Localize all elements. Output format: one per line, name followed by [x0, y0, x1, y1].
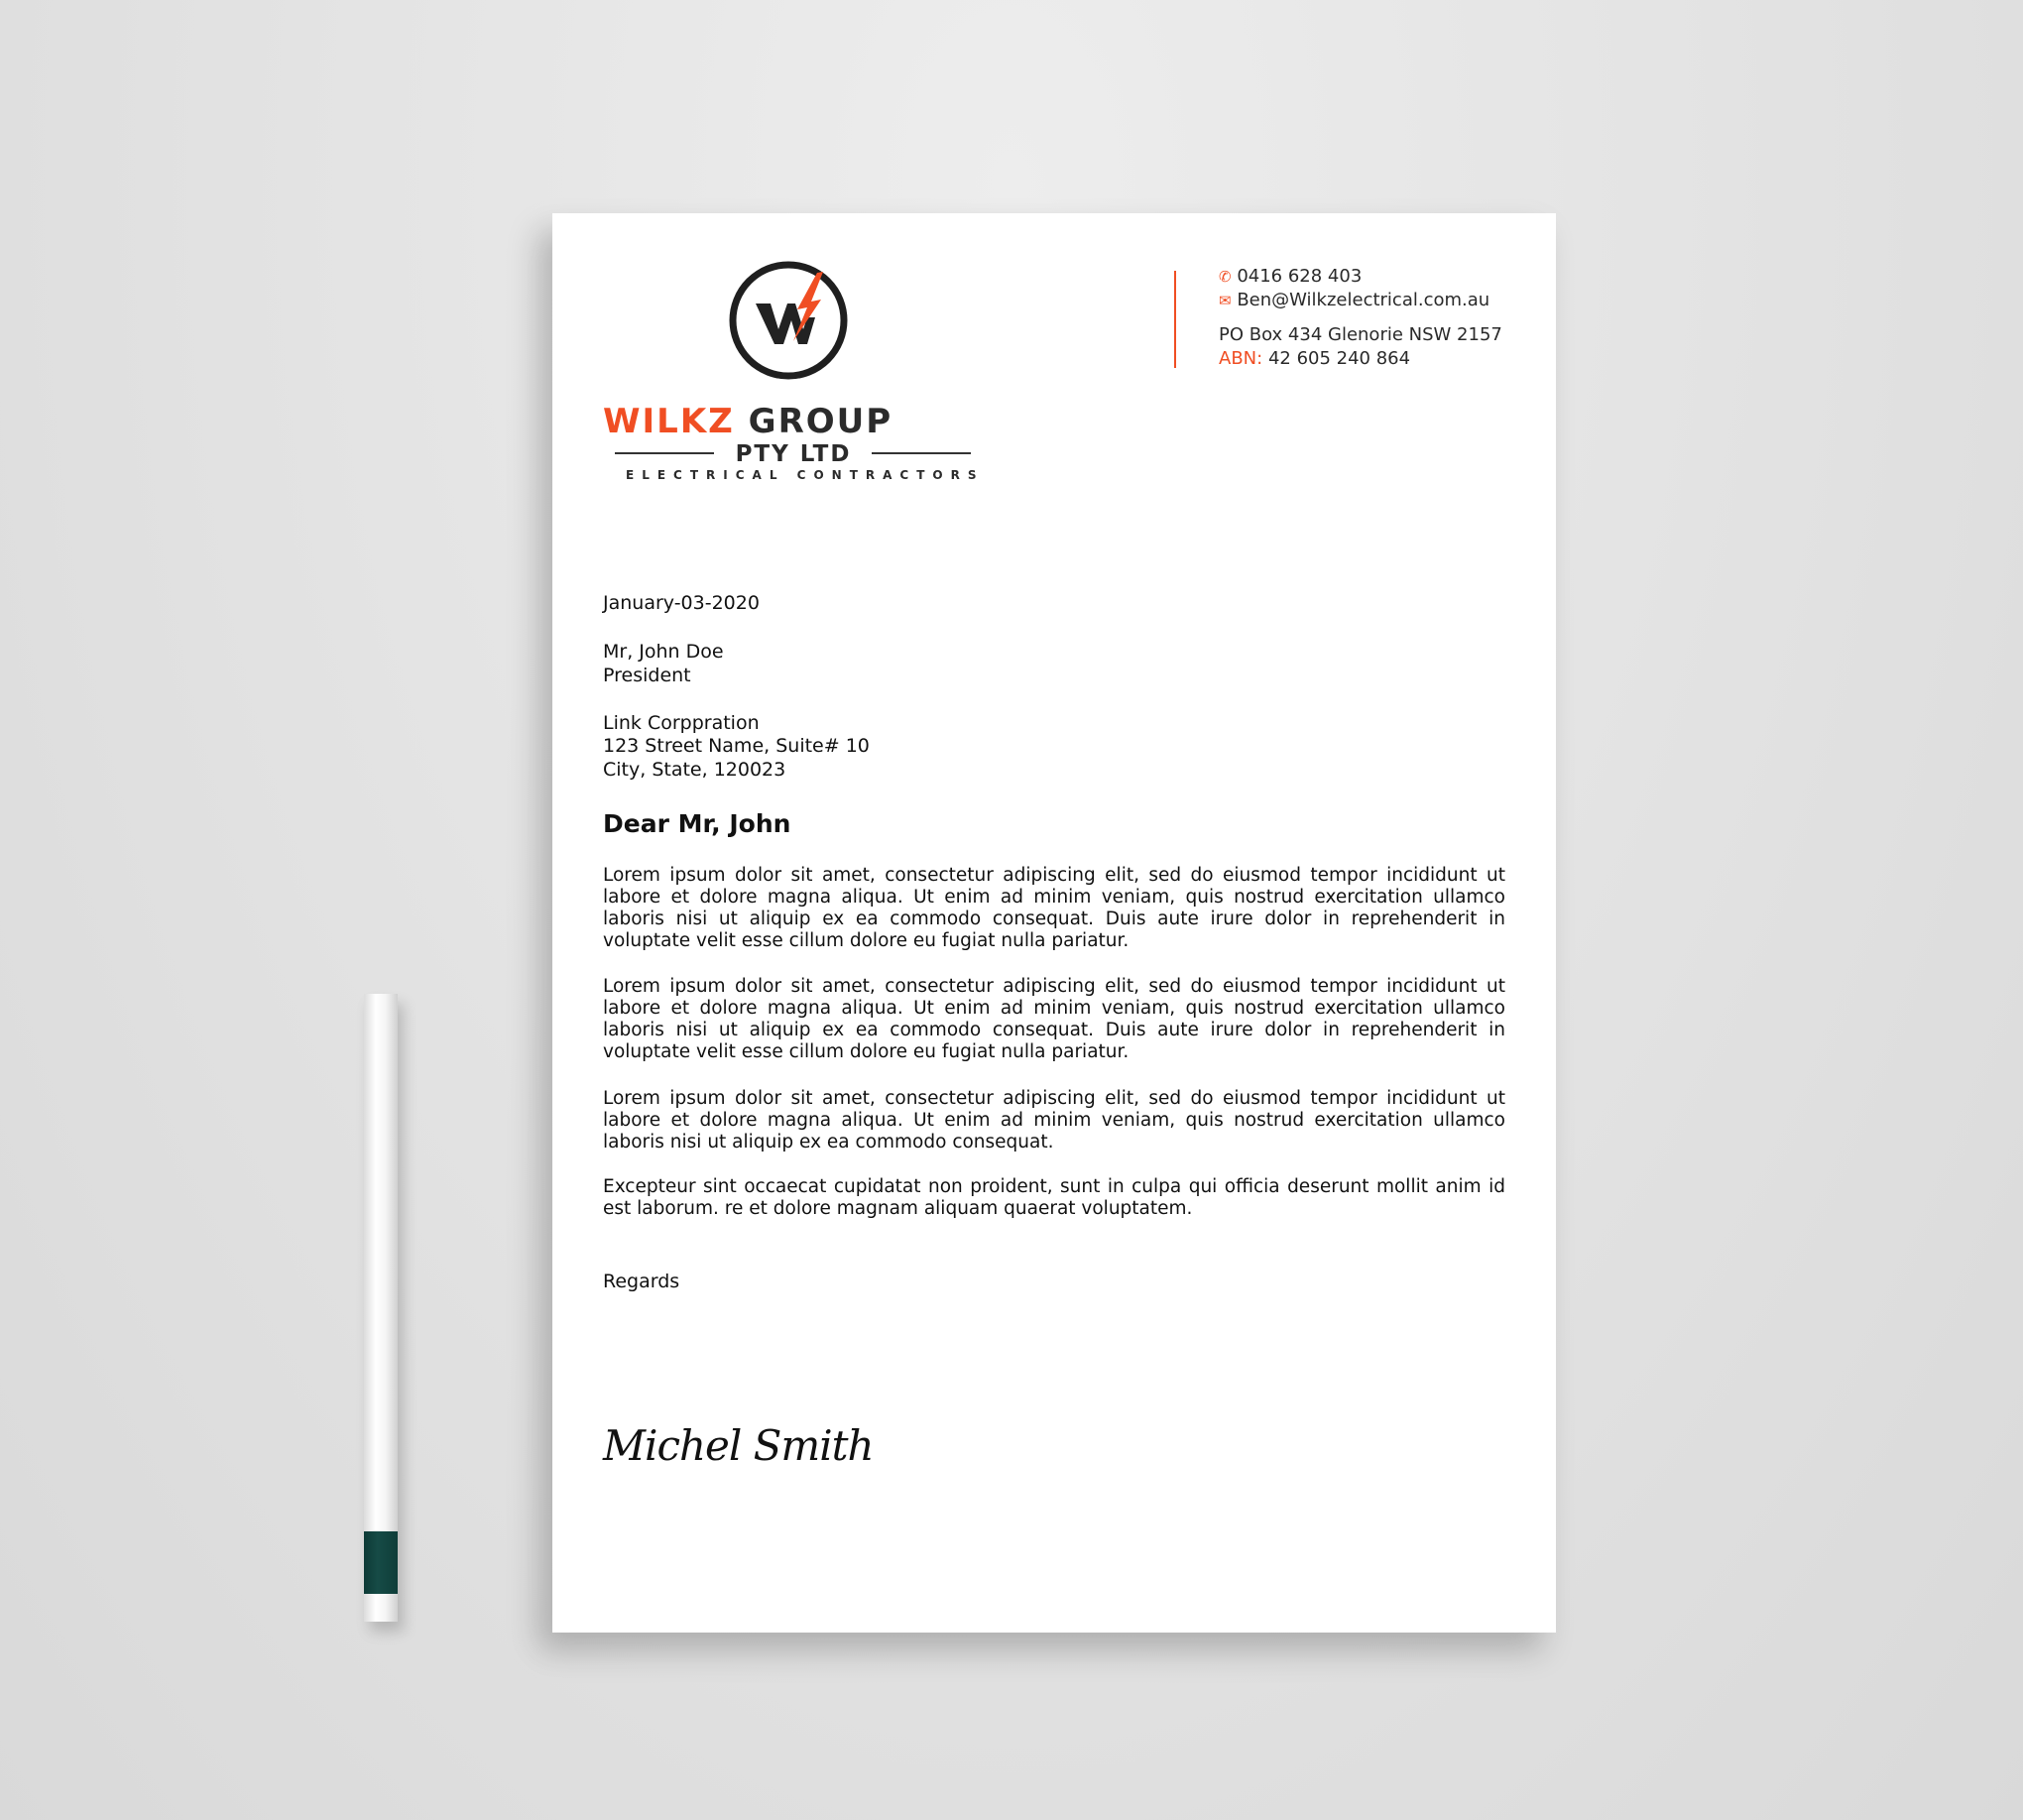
recipient-city: City, State, 120023: [603, 759, 786, 781]
logo-pty-ltd: PTY LTD: [735, 441, 852, 467]
phone-icon: ✆: [1219, 268, 1232, 286]
recipient-company: Link Corppration: [603, 712, 760, 734]
contact-email: [1219, 292, 1489, 309]
paragraph: Lorem ipsum dolor sit amet, consectetur adipiscing elit, sed do eiusmod tempor incididunt ut labore et dolore magna aliqua. Ut enim ad minim veniam, quis nostrud exercitation ullamco laboris nisi ut aliquip ex ea commodo consequat. Duis aute irure dolor in reprehenderit in voluptate velit esse cillum dolore eu fugiat nulla pariatur.: [603, 865, 1505, 951]
recipient-name: Mr, John Doe: [603, 641, 724, 663]
letterhead-page: [552, 213, 1556, 1633]
contact-address: PO Box 434 Glenorie NSW 2157: [1219, 324, 1502, 345]
recipient-title: President: [603, 665, 691, 686]
pen-band: [364, 1531, 398, 1594]
abn-label: ABN:: [1219, 348, 1263, 369]
email-text: Ben@Wilkzelectrical.com.au: [1237, 290, 1490, 310]
letter-date: January-03-2020: [603, 592, 760, 614]
logo-tagline: ELECTRICAL CONTRACTORS: [626, 468, 985, 482]
phone-text: 0416 628 403: [1237, 266, 1363, 287]
paragraph: Lorem ipsum dolor sit amet, consectetur adipiscing elit, sed do eiusmod tempor incididunt ut labore et dolore magna aliqua. Ut enim ad minim veniam, quis nostrud exercitation ullamco laboris nisi ut aliquip ex ea commodo consequat.: [603, 1088, 1505, 1153]
signature: Michel Smith: [603, 1421, 874, 1470]
closing: Regards: [603, 1271, 680, 1292]
logo-mark-icon: [726, 258, 855, 387]
contact-phone: [1219, 268, 1362, 286]
paragraph: Lorem ipsum dolor sit amet, consectetur adipiscing elit, sed do eiusmod tempor incididunt ut labore et dolore magna aliqua. Ut enim ad minim veniam, quis nostrud exercitation ullamco laboris nisi ut aliquip ex ea commodo consequat. Duis aute irure dolor in reprehenderit in voluptate velit esse cillum dolore eu fugiat nulla pariatur.: [603, 976, 1505, 1062]
salutation: Dear Mr, John: [603, 809, 791, 838]
abn-value: 42 605 240 864: [1267, 348, 1411, 369]
paragraph: Excepteur sint occaecat cupidatat non proident, sunt in culpa qui officia deserunt mollit anim id est laborum. re et dolore magnam aliquam quaerat voluptatem.: [603, 1176, 1505, 1219]
contact-abn: [1219, 350, 1410, 368]
pen: [364, 994, 398, 1622]
logo-word-wilkz: WILKZ: [603, 402, 735, 441]
mail-icon: ✉: [1219, 292, 1232, 309]
contact-divider: [1174, 271, 1176, 368]
logo-word-group: GROUP: [748, 402, 893, 441]
logo-wordmark: [603, 402, 893, 441]
recipient-street: 123 Street Name, Suite# 10: [603, 735, 870, 757]
